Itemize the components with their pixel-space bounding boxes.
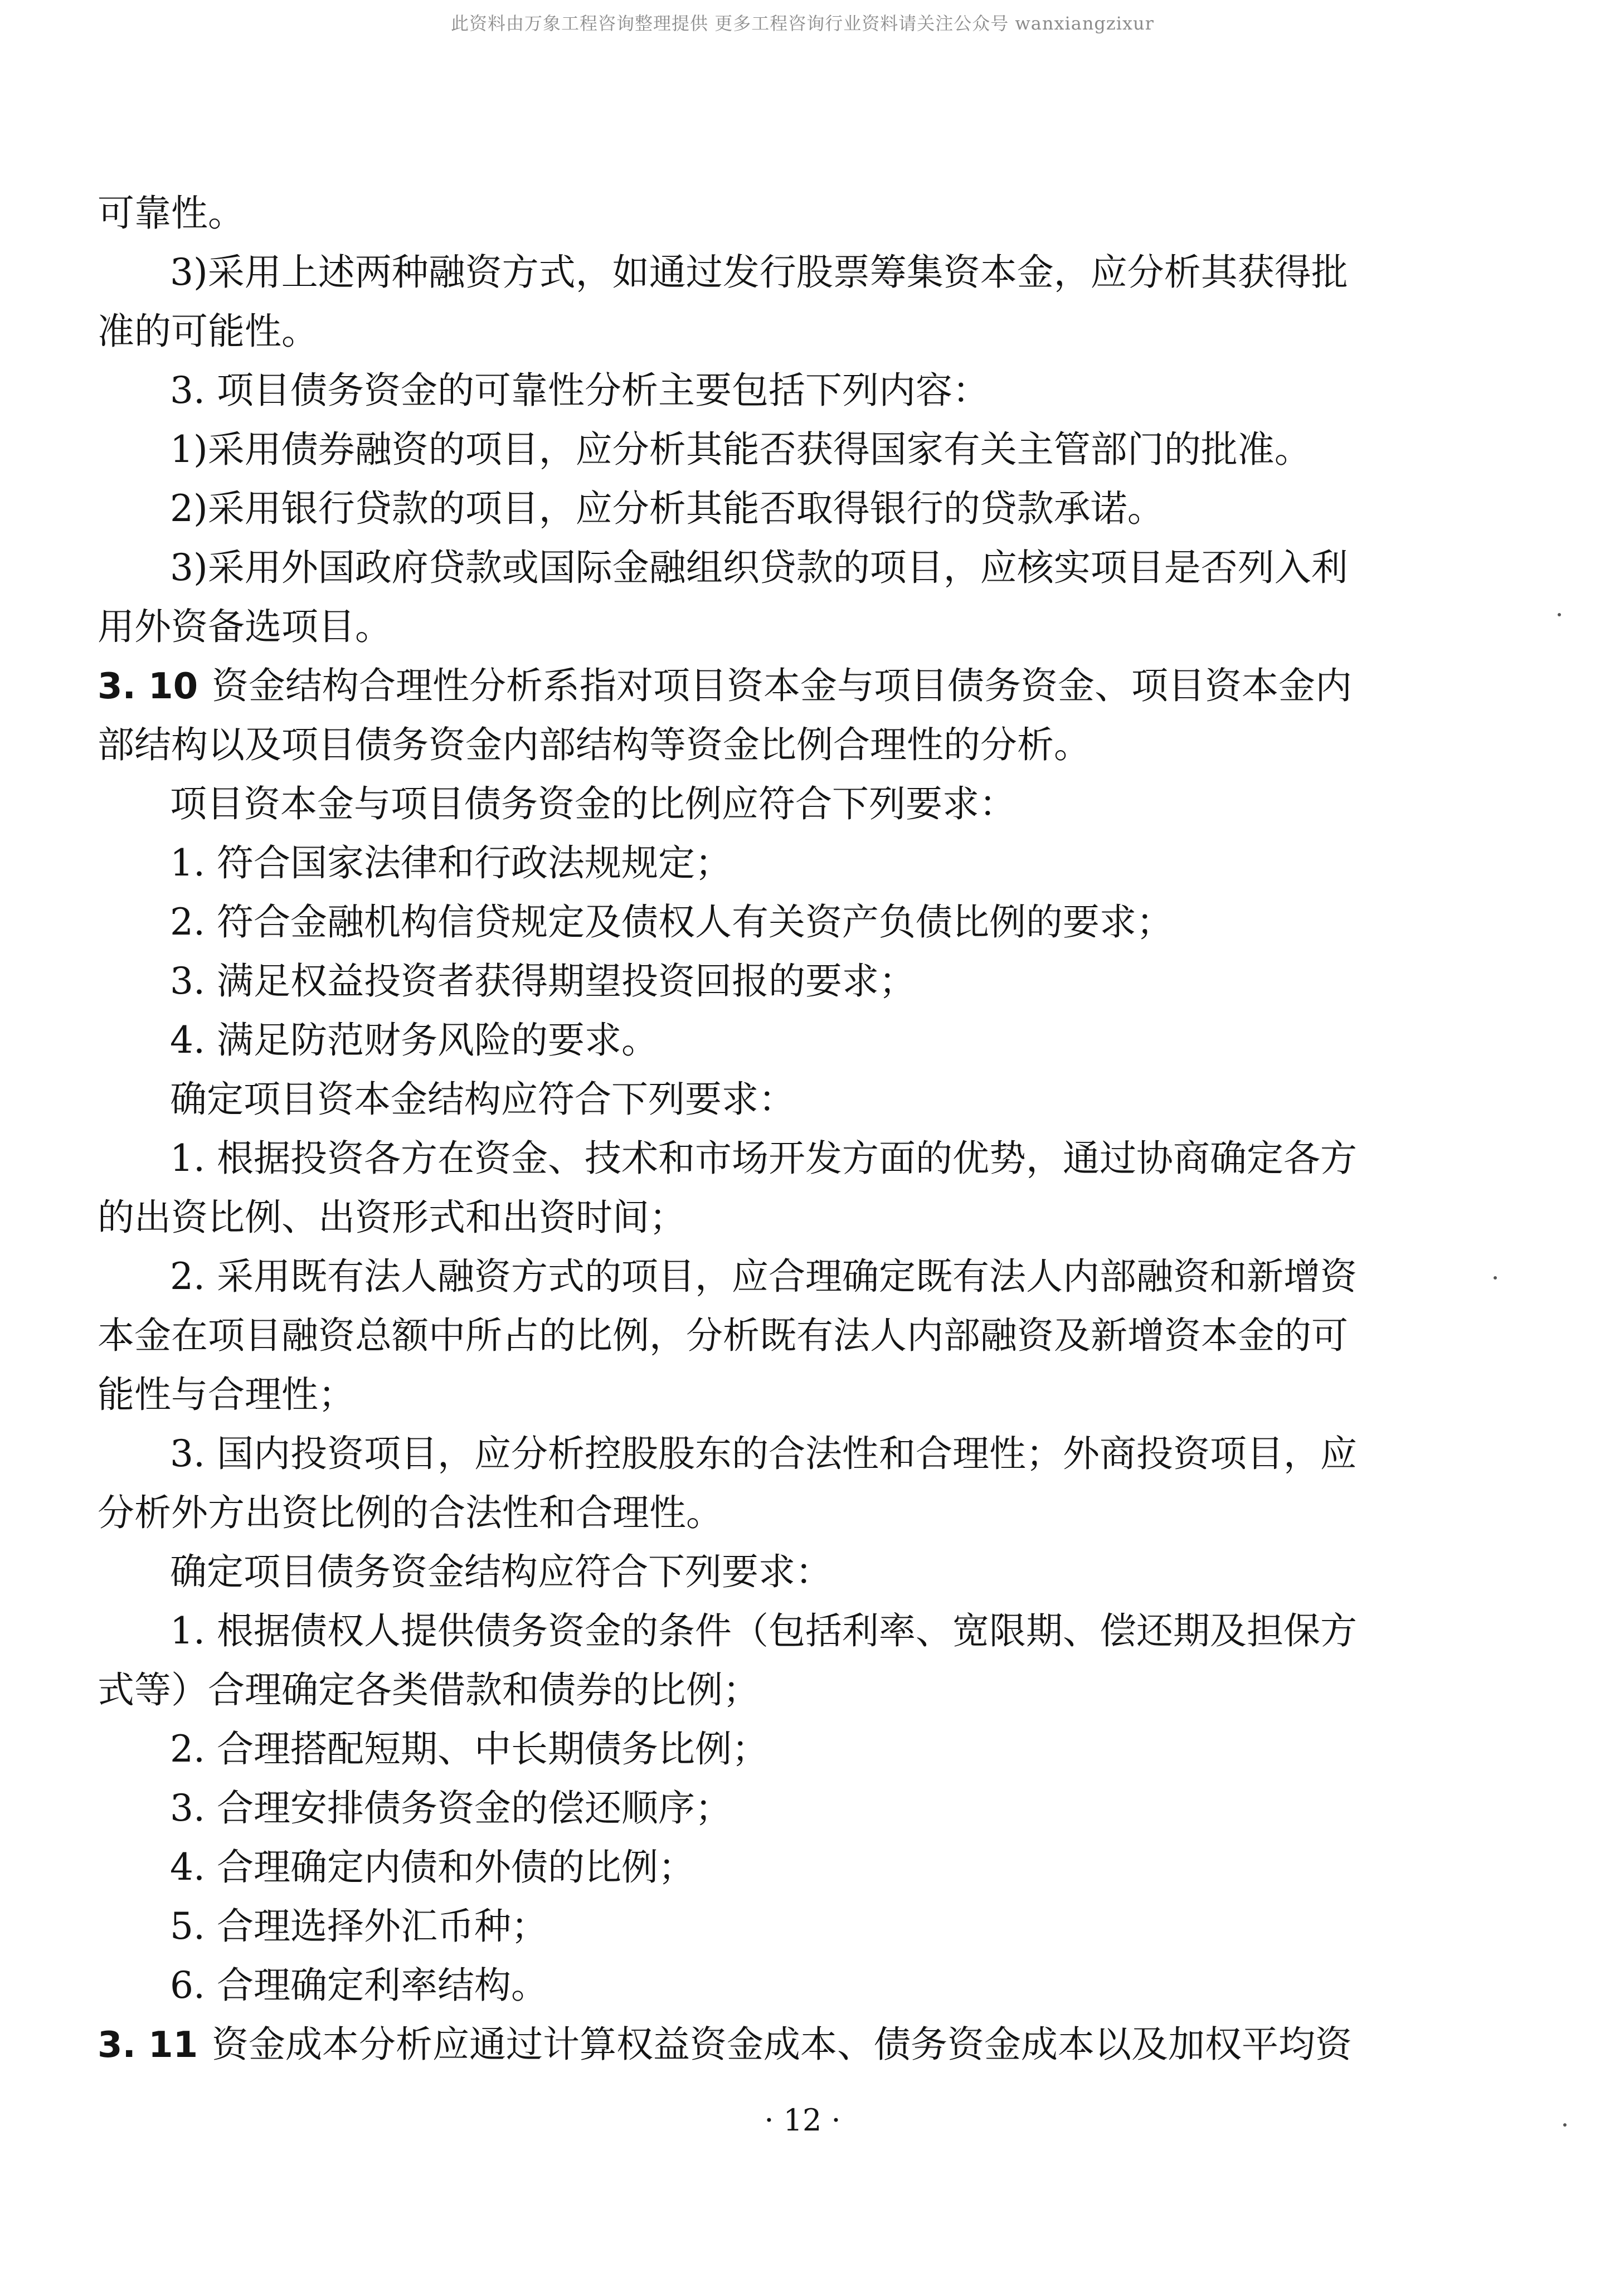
text-line — [98, 597, 1402, 656]
line-text: 确定项目资本金结构应符合下列要求： — [170, 1078, 795, 1121]
text-line — [98, 1602, 1402, 1661]
section-number: 3. 10 — [98, 666, 198, 707]
text-line — [98, 1838, 1402, 1897]
line-text: 2. 符合金融机构信贷规定及债权人有关资产负债比例的要求； — [170, 901, 1173, 943]
text-line — [98, 243, 1402, 302]
line-text: 分析外方出资比例的合法性和合理性。 — [98, 1491, 723, 1534]
section-number: 3. 11 — [98, 2025, 198, 2066]
line-text: 3. 项目债务资金的可靠性分析主要包括下列内容： — [170, 369, 989, 412]
line-text: 式等）合理确定各类借款和债券的比例； — [98, 1669, 760, 1711]
line-text: 6. 合理确定利率结构。 — [170, 1964, 548, 2007]
line-text: 项目资本金与项目债务资金的比例应符合下列要求： — [170, 782, 1016, 825]
line-text: 部结构以及项目债务资金内部结构等资金比例合理性的分析。 — [98, 723, 1091, 766]
line-text: 1. 根据投资各方在资金、技术和市场开发方面的优势，通过协商确定各方 — [170, 1137, 1357, 1180]
line-text: 确定项目债务资金结构应符合下列要求： — [170, 1550, 832, 1593]
line-text: 资金成本分析应通过计算权益资金成本、债务资金成本以及加权平均资 — [212, 2023, 1352, 2066]
section-heading-line — [98, 2015, 1402, 2074]
line-text: 2. 采用既有法人融资方式的项目，应合理确定既有法人内部融资和新增资 — [170, 1255, 1357, 1298]
line-text: 1. 根据债权人提供债务资金的条件（包括利率、宽限期、偿还期及担保方 — [170, 1609, 1357, 1652]
scan-speck — [1563, 2123, 1567, 2127]
text-line — [98, 893, 1402, 952]
text-line — [98, 775, 1402, 834]
line-text: 4. 满足防范财务风险的要求。 — [170, 1019, 658, 1062]
line-text: 的出资比例、出资形式和出资时间； — [98, 1196, 686, 1239]
text-line — [98, 1779, 1402, 1838]
text-line — [98, 302, 1402, 361]
text-line — [98, 1247, 1402, 1306]
line-text: 3)采用上述两种融资方式，如通过发行股票筹集资本金，应分析其获得批 — [170, 251, 1348, 294]
text-line — [98, 834, 1402, 893]
line-text: 1. 符合国家法律和行政法规规定； — [170, 841, 732, 884]
line-text: 能性与合理性； — [98, 1373, 355, 1416]
line-text: 3)采用外国政府贷款或国际金融组织贷款的项目，应核实项目是否列入利 — [170, 546, 1348, 589]
line-text: 3. 国内投资项目，应分析控股股东的合法性和合理性；外商投资项目，应 — [170, 1432, 1357, 1475]
section-heading-line — [98, 656, 1402, 716]
text-line — [98, 952, 1402, 1011]
text-line — [98, 420, 1402, 479]
line-text: 4. 合理确定内债和外债的比例； — [170, 1846, 695, 1889]
line-text: 资金结构合理性分析系指对项目资本金与项目债务资金、项目资本金内 — [212, 664, 1352, 707]
text-line — [98, 184, 1402, 243]
header-watermark: 此资料由万象工程咨询整理提供 更多工程咨询行业资料请关注公众号 wanxiangzixur — [451, 13, 1154, 34]
text-line — [98, 1188, 1402, 1247]
text-line — [98, 479, 1402, 538]
text-line — [98, 1070, 1402, 1129]
text-line — [98, 1365, 1402, 1424]
text-line — [98, 1661, 1402, 1720]
text-line — [98, 1129, 1402, 1188]
text-line — [98, 538, 1402, 597]
line-text: 可靠性。 — [98, 192, 245, 235]
line-text: 1)采用债券融资的项目，应分析其能否获得国家有关主管部门的批准。 — [170, 428, 1311, 471]
text-line — [98, 361, 1402, 420]
scan-speck — [1494, 1276, 1497, 1280]
text-line — [98, 1897, 1402, 1956]
line-text: 用外资备选项目。 — [98, 605, 392, 648]
page-number: · 12 · — [764, 2103, 841, 2138]
line-text: 3. 合理安排债务资金的偿还顺序； — [170, 1787, 732, 1830]
document-body — [98, 184, 1402, 2074]
text-line — [98, 1306, 1402, 1365]
line-text: 2)采用银行贷款的项目，应分析其能否取得银行的贷款承诺。 — [170, 487, 1164, 530]
line-text: 本金在项目融资总额中所占的比例，分析既有法人内部融资及新增资本金的可 — [98, 1314, 1348, 1357]
text-line — [98, 1956, 1402, 2015]
text-line — [98, 1011, 1402, 1070]
text-line — [98, 1483, 1402, 1543]
line-text: 5. 合理选择外汇币种； — [170, 1905, 548, 1948]
text-line — [98, 1543, 1402, 1602]
line-text: 2. 合理搭配短期、中长期债务比例； — [170, 1728, 769, 1770]
line-text: 3. 满足权益投资者获得期望投资回报的要求； — [170, 960, 916, 1003]
line-text: 准的可能性。 — [98, 310, 318, 353]
scan-speck — [1558, 613, 1561, 616]
text-line — [98, 1720, 1402, 1779]
text-line — [98, 716, 1402, 775]
text-line — [98, 1424, 1402, 1483]
